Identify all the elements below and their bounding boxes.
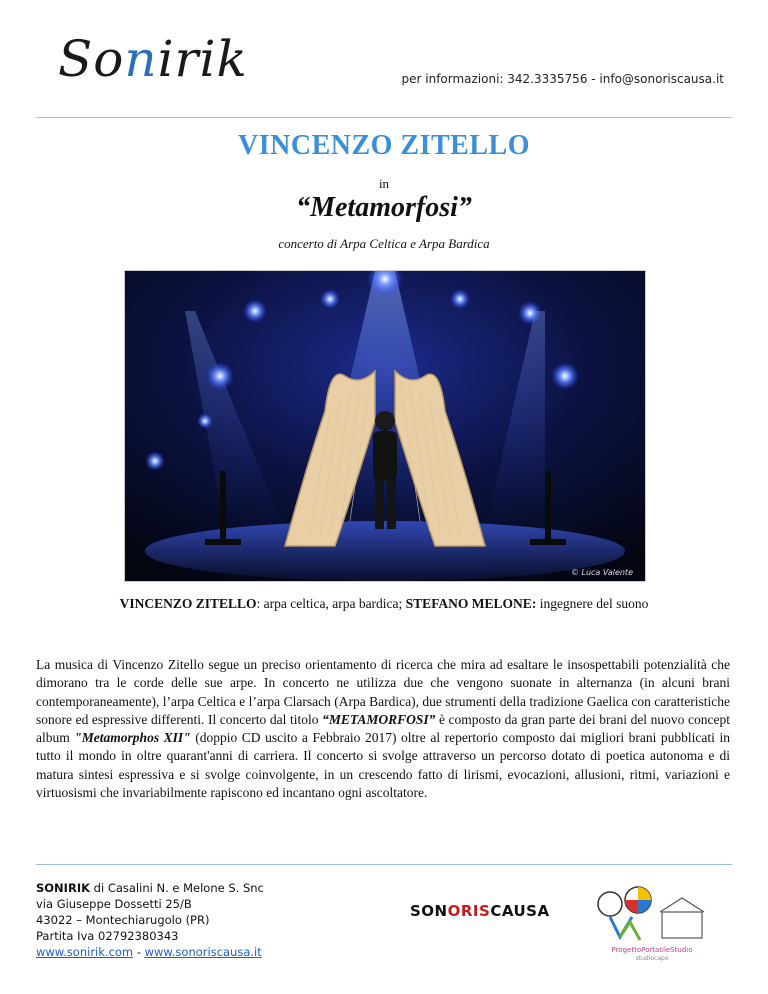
harp-stage-image xyxy=(125,271,645,581)
pp-logo-text: ProgettoPortatileStudio xyxy=(611,946,693,954)
progetto-portatile-icon xyxy=(590,882,720,962)
company-vat: Partita Iva 02792380343 xyxy=(36,929,179,943)
sonirik-logo: Sonirik xyxy=(58,30,248,88)
contact-info: per informazioni: 342.3335756 - info@sonoriscausa.it xyxy=(401,72,724,86)
company-address: via Giuseppe Dossetti 25/B xyxy=(36,897,192,911)
sonirik-link[interactable]: www.sonirik.com xyxy=(36,945,134,959)
progetto-portatile-logo xyxy=(590,882,720,967)
header-divider xyxy=(36,117,732,118)
in-text: in xyxy=(378,176,390,191)
performer-name: VINCENZO ZITELLO xyxy=(119,596,257,611)
footer-divider xyxy=(36,864,732,865)
company-city: 43022 – Montechiarugolo (PR) xyxy=(36,913,210,927)
sonoriscausa-link[interactable]: www.sonoriscausa.it xyxy=(144,945,262,959)
album-name-emphasis: "Metamorphos XII" xyxy=(74,730,191,746)
photo-credit: © Luca Valente xyxy=(570,568,633,577)
concert-photo xyxy=(124,270,646,582)
description-paragraph: La musica di Vincenzo Zitello segue un preciso orientamento di ricerca che mira ad esaltare le insospettabili potenzialità che dimorano tra le corde delle sue arpe. In concerto ne utilizza due che vengono suonate in alternanza (in alcuni brani contemporaneamente), l’arpa Celtica e l’arpa Clarsach (Arpa Bardica), due strumenti della tradizione Gaelica con caratteristiche sonore ed espressive differenti. Il concerto dal titolo “METAMORFOSI” è composto da gran parte dei brani del nuovo concept album "Metamorphos XII" (doppio CD uscito a Febbraio 2017) oltre al repertorio composto dai migliori brani pubblicati in tutto il mondo in oltre quarant'anni di carriera. Il concerto si svolge attraverso un percorso dotato di poetica autonoma e di matura sintesi espressiva e si svolge coinvolgente, in un crescendo fatto di lirismi, evocazioni, allusioni, ritmi, variazioni e virtuosismi che invariabilmente rapiscono ed incantano ogni ascoltatore. xyxy=(36,657,730,801)
performer-role: : arpa celtica, arpa bardica; xyxy=(256,596,406,611)
performers-credits xyxy=(0,596,768,612)
pp-logo-subtext: studiocapx xyxy=(635,955,669,962)
page-title: VINCENZO ZITELLO xyxy=(238,130,530,161)
sonoriscausa-logo: SONORISCAUSA xyxy=(410,902,550,920)
company-info: SONIRIK di Casalini N. e Melone S. Snc via Giuseppe Dossetti 25/B 43022 – Montechiarugolo (PR) Partita Iva 02792380343 www.sonirik.com - www.sonoriscausa.it xyxy=(36,881,264,959)
concert-name-emphasis: “METAMORFOSI” xyxy=(322,711,436,727)
engineer-name: STEFANO MELONE: xyxy=(405,596,537,611)
concert-tagline: concerto di Arpa Celtica e Arpa Bardica xyxy=(278,236,490,251)
company-name: SONIRIK xyxy=(36,881,91,895)
concert-title: “Metamorfosi” xyxy=(296,192,472,223)
engineer-role: ingegnere del suono xyxy=(536,596,649,611)
